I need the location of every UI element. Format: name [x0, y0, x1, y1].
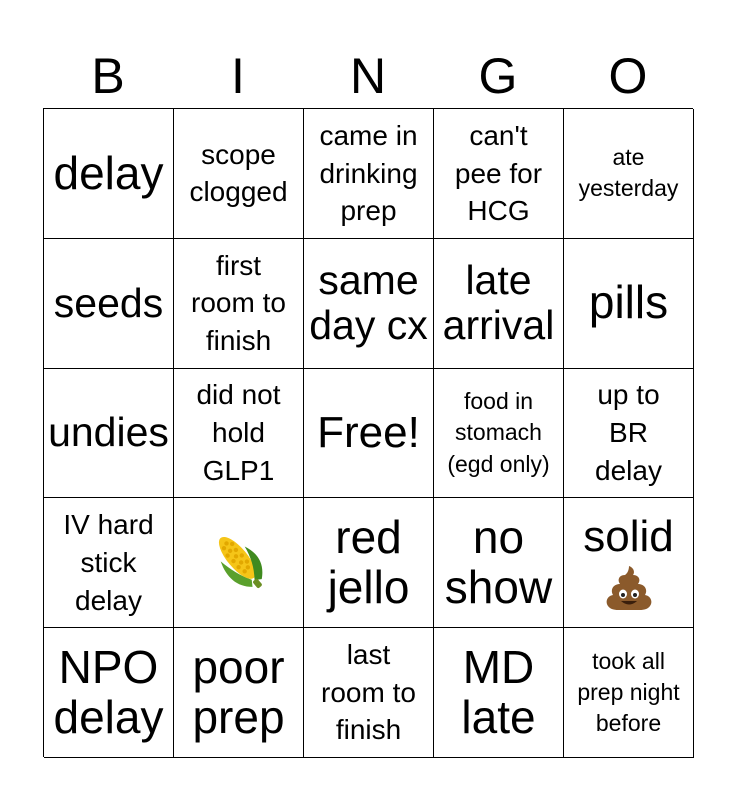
- bingo-cell[interactable]: MD late: [434, 628, 564, 758]
- bingo-cell[interactable]: scope clogged: [174, 109, 304, 239]
- bingo-cell[interactable]: same day cx: [304, 239, 434, 369]
- header-letter-n: N: [349, 48, 387, 104]
- bingo-cell[interactable]: undies: [44, 369, 174, 499]
- header-letter-o: O: [608, 48, 648, 104]
- bingo-cell[interactable]: ate yesterday: [564, 109, 694, 239]
- bingo-cell[interactable]: delay: [44, 109, 174, 239]
- bingo-cell[interactable]: did not hold GLP1: [174, 369, 304, 499]
- bingo-board: [43, 108, 693, 757]
- bingo-cell-solid[interactable]: [564, 498, 694, 628]
- bingo-cell[interactable]: late arrival: [434, 239, 564, 369]
- bingo-cell[interactable]: poor prep: [174, 628, 304, 758]
- bingo-cell[interactable]: can't pee for HCG: [434, 109, 564, 239]
- header-letter-i: I: [231, 48, 245, 104]
- bingo-cell[interactable]: pills: [564, 239, 694, 369]
- bingo-cell[interactable]: red jello: [304, 498, 434, 628]
- bingo-cell[interactable]: up to BR delay: [564, 369, 694, 499]
- bingo-cell[interactable]: food in stomach (egd only): [434, 369, 564, 499]
- free-space-cell[interactable]: Free!: [304, 369, 434, 499]
- bingo-cell-corn[interactable]: [174, 498, 304, 628]
- bingo-cell[interactable]: no show: [434, 498, 564, 628]
- bingo-cell[interactable]: last room to finish: [304, 628, 434, 758]
- bingo-cell[interactable]: took all prep night before: [564, 628, 694, 758]
- cell-label: solid: [583, 511, 674, 561]
- corn-icon: [204, 528, 274, 598]
- header-letter-g: G: [478, 48, 518, 104]
- bingo-cell[interactable]: IV hard stick delay: [44, 498, 174, 628]
- poop-icon: [604, 562, 654, 612]
- bingo-cell[interactable]: seeds: [44, 239, 174, 369]
- bingo-cell[interactable]: came in drinking prep: [304, 109, 434, 239]
- header-letter-b: B: [91, 48, 125, 104]
- bingo-cell[interactable]: first room to finish: [174, 239, 304, 369]
- bingo-cell[interactable]: NPO delay: [44, 628, 174, 758]
- bingo-header: [43, 44, 693, 108]
